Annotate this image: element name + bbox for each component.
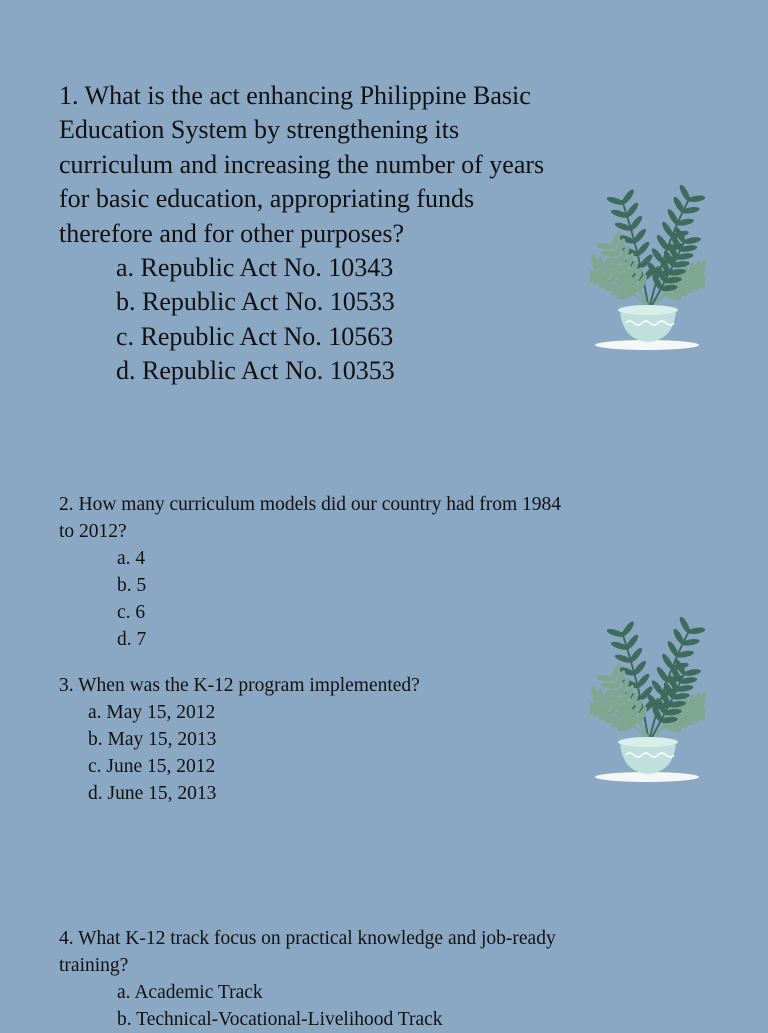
- question-4-choice-b: b. Technical-Vocational-Livelihood Track: [117, 1009, 443, 1030]
- question-3-choice-d: d. June 15, 2013: [88, 783, 217, 804]
- question-2-choice-b: b. 5: [117, 575, 147, 596]
- question-3-stem-line: 3. When was the K-12 program implemented?: [59, 675, 420, 696]
- question-3-choices: [59, 699, 579, 807]
- question-1-stem-line: for basic education, appropriating funds: [59, 184, 475, 214]
- question-3: [59, 672, 579, 807]
- question-2-choice-c: c. 6: [117, 602, 146, 623]
- question-3-choice-a: a. May 15, 2012: [88, 702, 216, 723]
- question-1-stem: [59, 79, 639, 251]
- question-1-choice-b: b. Republic Act No. 10533: [116, 287, 395, 317]
- question-2-choice-d: d. 7: [117, 629, 147, 650]
- question-4-stem: [59, 925, 679, 979]
- potted-plant-icon: [590, 185, 705, 355]
- question-2: [59, 491, 659, 653]
- question-4-choice-a: a. Academic Track: [117, 982, 263, 1003]
- potted-plant-icon: [590, 617, 705, 787]
- question-3-stem: [59, 672, 579, 699]
- question-1-choice-d: d. Republic Act No. 10353: [116, 356, 395, 386]
- question-2-choices: [59, 545, 659, 653]
- question-1-stem-line: 1. What is the act enhancing Philippine Basic: [59, 81, 531, 110]
- question-4: [59, 925, 679, 1033]
- question-1: [59, 79, 639, 389]
- question-3-choice-c: c. June 15, 2012: [88, 756, 216, 777]
- question-4-stem-line: training?: [59, 955, 129, 976]
- question-3-choice-b: b. May 15, 2013: [88, 729, 217, 750]
- question-4-choices: [59, 979, 679, 1033]
- question-1-choices: [59, 251, 639, 389]
- question-1-choice-c: c. Republic Act No. 10563: [116, 321, 394, 351]
- question-1-stem-line: Education System by strengthening its: [59, 115, 460, 145]
- question-2-stem-line: to 2012?: [59, 521, 127, 542]
- question-2-choice-a: a. 4: [117, 548, 146, 569]
- question-2-stem-line: 2. How many curriculum models did our country had from 1984: [59, 494, 562, 515]
- question-4-stem-line: 4. What K-12 track focus on practical knowledge and job-ready: [59, 928, 556, 949]
- question-1-choice-a: a. Republic Act No. 10343: [116, 253, 394, 283]
- question-1-stem-line: curriculum and increasing the number of years: [59, 149, 545, 179]
- question-1-stem-line: therefore and for other purposes?: [59, 218, 405, 248]
- question-2-stem: [59, 491, 659, 545]
